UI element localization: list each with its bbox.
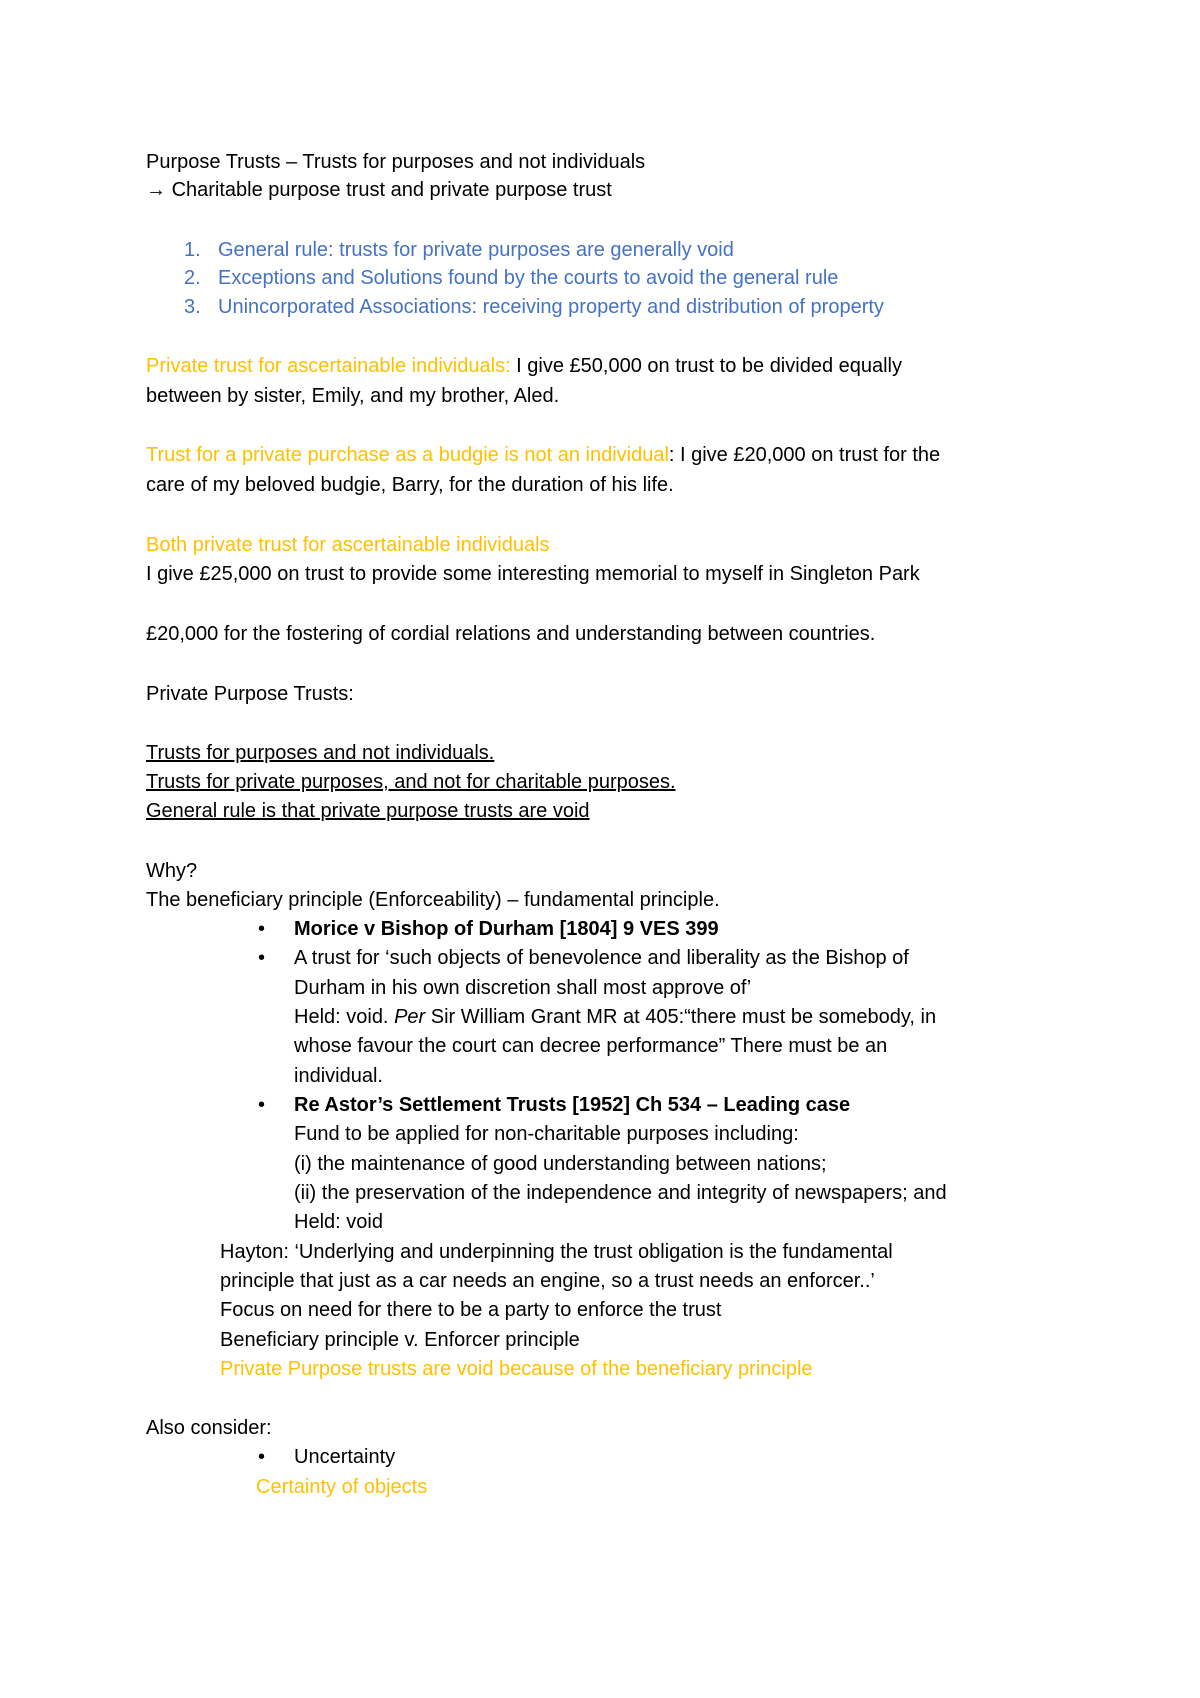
outline-item-2 <box>184 264 201 292</box>
morice-held <box>294 1003 936 1031</box>
hayton-line-4: Beneficiary principle v. Enforcer principle <box>220 1329 580 1351</box>
bullet-icon: • <box>258 1094 266 1116</box>
example-2-label: Trust for a private purchase as a budgie is not an individual <box>146 444 669 466</box>
principle-line: The beneficiary principle (Enforceability) – fundamental principle. <box>146 889 720 911</box>
astor-line-1: Fund to be applied for non-charitable purposes including: <box>294 1123 799 1145</box>
outline-text-2: Exceptions and Solutions found by the courts to avoid the general rule <box>218 267 839 289</box>
morice-quote-1: A trust for ‘such objects of benevolence and liberality as the Bishop of <box>294 947 909 969</box>
underlined-line-3: General rule is that private purpose trusts are void <box>146 800 590 822</box>
outline-number: 2. <box>184 267 201 289</box>
example-1-text: I give £50,000 on trust to be divided equally <box>510 355 903 377</box>
example-2-line-2: care of my beloved budgie, Barry, for the duration of his life. <box>146 474 674 496</box>
underlined-line-2: Trusts for private purposes, and not for charitable purposes. <box>146 771 676 793</box>
bullet-icon: • <box>258 918 266 940</box>
per-text: Per <box>394 1006 426 1028</box>
arrow-icon: → <box>146 179 166 201</box>
case-morice: Morice v Bishop of Durham [1804] 9 VES 399 <box>294 918 719 940</box>
hayton-line-3: Focus on need for there to be a party to enforce the trust <box>220 1299 722 1321</box>
held-text: Held: void. <box>294 1006 395 1028</box>
example-1-line-2: between by sister, Emily, and my brother, Aled. <box>146 385 560 407</box>
outline-item-1 <box>184 236 201 264</box>
subtitle-text: Charitable purpose trust and private purpose trust <box>171 179 612 201</box>
example-1-line-1 <box>146 352 902 380</box>
example-1-label: Private trust for ascertainable individuals: <box>146 355 511 377</box>
uncertainty-item: Uncertainty <box>294 1446 396 1468</box>
example-3-label: Both private trust for ascertainable individuals <box>146 534 550 556</box>
example-4-text: £20,000 for the fostering of cordial relations and understanding between countries. <box>146 623 876 645</box>
hayton-conclusion: Private Purpose trusts are void because of the beneficiary principle <box>220 1358 813 1380</box>
section-heading: Private Purpose Trusts: <box>146 683 354 705</box>
morice-quote-2: Durham in his own discretion shall most approve of’ <box>294 977 752 999</box>
example-2-line-1 <box>146 441 940 469</box>
why-question: Why? <box>146 860 198 882</box>
morice-held-3: individual. <box>294 1065 383 1087</box>
doc-title: Purpose Trusts – Trusts for purposes and not individuals <box>146 151 646 173</box>
grant-text: Sir William Grant MR at 405:“there must be somebody, in <box>425 1006 937 1028</box>
hayton-line-1: Hayton: ‘Underlying and underpinning the trust obligation is the fundamental <box>220 1241 893 1263</box>
example-2-text: : I give £20,000 on trust for the <box>668 444 941 466</box>
case-astor: Re Astor’s Settlement Trusts [1952] Ch 534 – Leading case <box>294 1094 851 1116</box>
certainty-note: Certainty of objects <box>256 1476 428 1498</box>
doc-subtitle <box>146 176 612 204</box>
underlined-line-1: Trusts for purposes and not individuals. <box>146 742 495 764</box>
morice-held-2: whose favour the court can decree performance” There must be an <box>294 1035 888 1057</box>
also-consider-heading: Also consider: <box>146 1417 272 1439</box>
bullet-icon: • <box>258 1446 266 1468</box>
outline-number: 3. <box>184 296 201 318</box>
hayton-line-2: principle that just as a car needs an engine, so a trust needs an enforcer..’ <box>220 1270 875 1292</box>
outline-text-1: General rule: trusts for private purposes are generally void <box>218 239 734 261</box>
astor-line-2: (i) the maintenance of good understanding between nations; <box>294 1153 827 1175</box>
outline-text-3: Unincorporated Associations: receiving property and distribution of property <box>218 296 884 318</box>
example-3-text: I give £25,000 on trust to provide some interesting memorial to myself in Singleton Park <box>146 563 920 585</box>
outline-item-3 <box>184 293 201 321</box>
astor-line-3: (ii) the preservation of the independence and integrity of newspapers; and <box>294 1182 947 1204</box>
outline-number: 1. <box>184 239 201 261</box>
bullet-icon: • <box>258 947 266 969</box>
astor-held: Held: void <box>294 1211 383 1233</box>
